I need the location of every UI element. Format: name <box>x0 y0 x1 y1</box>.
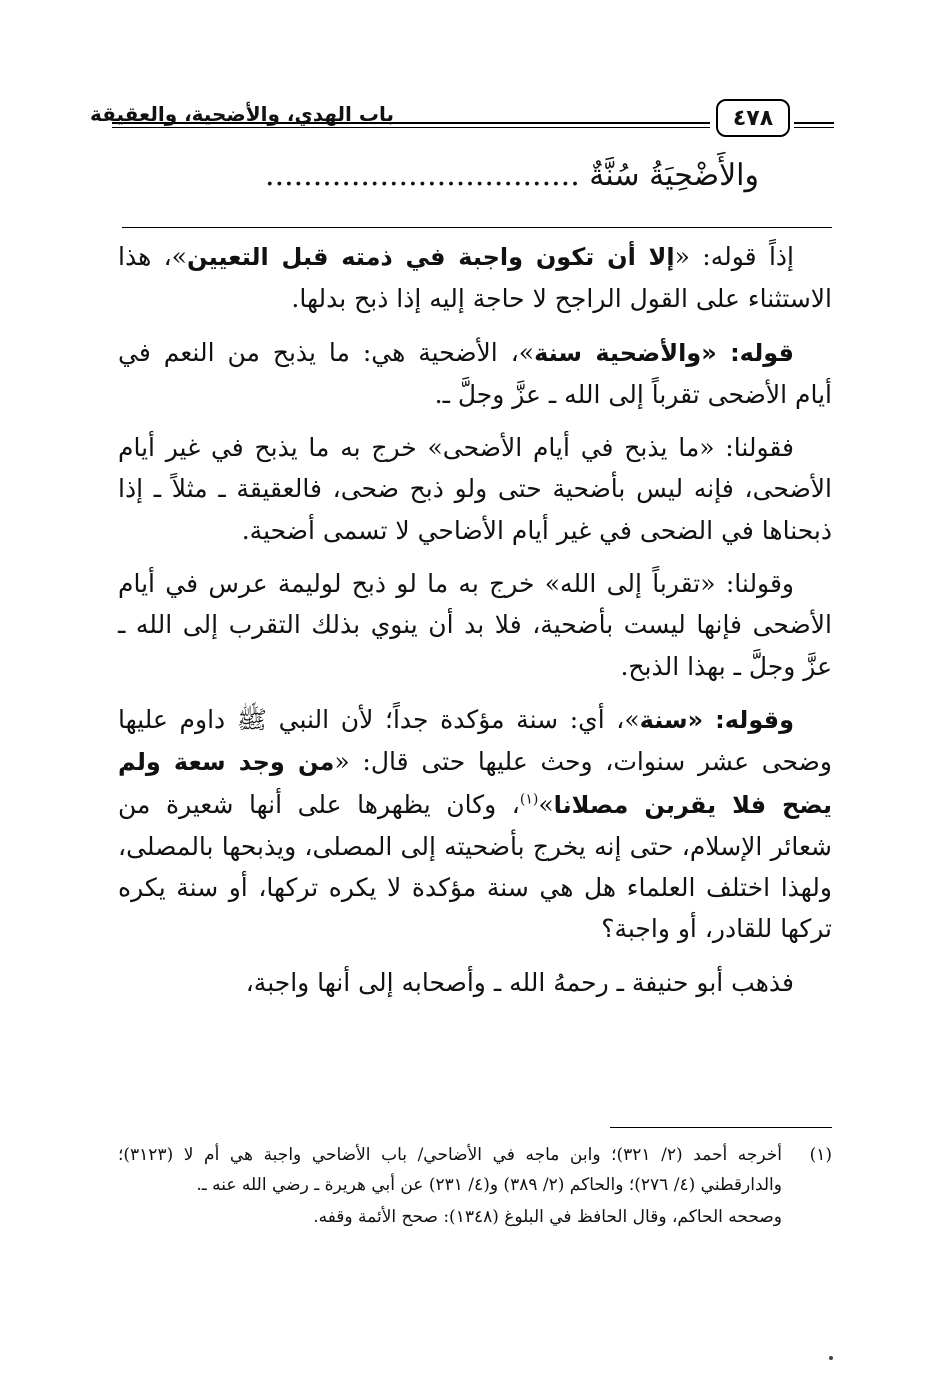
header-rule-right <box>794 122 834 124</box>
header-rule-right-thin <box>794 127 834 128</box>
page-number-frame <box>716 99 790 137</box>
p5-hadith-bold: من وجد سعة ولم يضح فلا يقربن مصلانا <box>118 748 832 819</box>
footnotes <box>118 1140 832 1232</box>
p2-text-c: »، الأضحية هي: ما يذبح من النعم في أيام الأضحى تقرباً إلى الله ـ عزَّ وجلَّ ـ. <box>118 337 832 409</box>
footnote-text: أخرجه أحمد (٢/ ٣٢١)؛ وابن ماجه في الأضاحي/ باب الأضاحي واجبة هي أم لا (٣١٢٣)؛ والدارقطني (٤/ ٢٧٦)؛ والحاكم (٢/ ٣٨٩) و(٤/ ٢٣١) عن أبي هريرة ـ رضي الله عنه ـ. <box>118 1145 782 1195</box>
header-rule-left-thin <box>112 127 710 128</box>
matn-text: والأَضْحِيَةُ سُنَّةٌ <box>589 158 759 193</box>
p5-text-f: ، وكان يظهرها على أنها شعيرة من شعائر الإسلام، حتى إنه يخرج بأضحيته إلى المصلى، ويذبحها بالمصلى، ولهذا اختلف العلماء هل هي سنة مؤكدة لا يكره تركها، أو سنة يكره تركها للقادر، أو واجبة؟ <box>118 789 832 944</box>
footnote-reference[interactable]: (١) <box>519 791 539 808</box>
matn-dots: ................................. <box>265 158 580 193</box>
p1-text-a: إذاً قوله: « <box>674 242 794 271</box>
page-header <box>89 96 834 142</box>
paragraph-4: وقولنا: «تقرباً إلى الله» خرج به ما لو ذبح لوليمة عرس في أيام الأضحى فإنها ليست بأضحية، فلا بد أن ينوي بذلك التقرب إلى الله ـ عزَّ وجلَّ ـ بهذا الذبح. <box>118 569 832 681</box>
scan-speck <box>829 1356 833 1360</box>
paragraph-3: فقولنا: «ما يذبح في أيام الأضحى» خرج به ما يذبح في غير أيام الأضحى، فإنه ليس بأضحية حتى ولو ذبح ضحى، فالعقيقة ـ مثلاً ـ إذا ذبحناها في الضحى في غير أيام الأضاحي لا تسمى أضحية. <box>118 433 832 545</box>
p1-text-c: »، هذا الاستثناء على القول الراجح لا حاجة إليه إذا ذبح بدلها. <box>118 242 832 314</box>
commentary-body <box>118 236 832 1015</box>
p5-lead-bold: وقوله: « <box>687 705 795 734</box>
p5-quote-close: » <box>538 789 554 819</box>
p1-quote-bold: إلا أن تكون واجبة في ذمته قبل التعيين <box>186 243 675 271</box>
paragraph-1 <box>118 236 832 320</box>
chapter-title: باب الهدي، والأضحية، والعقيقة <box>89 102 394 126</box>
matn-divider <box>122 227 832 228</box>
footnote-1 <box>118 1140 832 1200</box>
footnote-extra: وصححه الحاكم، وقال الحافظ في البلوغ (١٣٤٨): صحح الأئمة وقفه. <box>313 1207 782 1227</box>
p5-quote-bold: سنة <box>639 705 688 734</box>
paragraph-2 <box>118 332 832 416</box>
paragraph-5 <box>118 699 832 950</box>
footnote-divider <box>610 1127 832 1128</box>
footnote-number: (١) <box>809 1145 832 1165</box>
matn-line <box>119 158 759 193</box>
p5-text-c: »، أي: سنة مؤكدة جداً؛ لأن النبي ﷺ داوم عليها وضحى عشر سنوات، وحث عليها حتى قال: « <box>118 704 832 777</box>
p2-lead-bold: قوله: « <box>701 338 794 367</box>
page-number: ٤٧٨ <box>732 105 774 131</box>
paragraph-6: فذهب أبو حنيفة ـ رحمهُ الله ـ وأصحابه إلى أنها واجبة، <box>245 967 794 997</box>
p2-quote-bold: والأضحية سنة <box>534 338 702 367</box>
